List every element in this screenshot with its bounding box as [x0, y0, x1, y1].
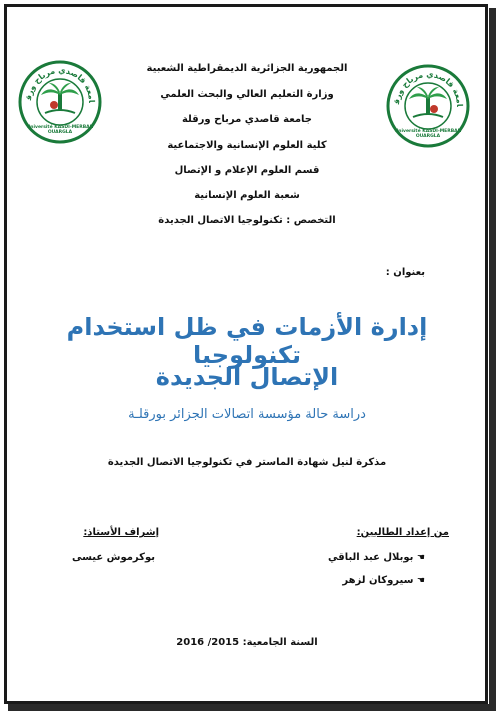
header-specialty: التخصص : تكنولوجيا الاتصال الجديدة: [158, 215, 336, 226]
page-shadow-bottom: [8, 704, 496, 711]
thesis-title-line1: إدارة الأزمات في ظل استخدام تكنولوجيا: [66, 313, 428, 369]
university-logo-right: [385, 63, 471, 149]
supervisor-label: إشراف الأستاذ:: [83, 527, 159, 538]
student-item: [342, 575, 425, 586]
logo-ring-text: امعة قاصدي مرباح ورق: [391, 69, 465, 107]
logo-latin-text: Université KASDI-MERBAH OUARGLA: [394, 129, 462, 139]
student-name: بوبلال عبد الباقي: [328, 552, 414, 563]
thesis-intro: بعنوان :: [385, 267, 425, 278]
page-shadow-right: [489, 8, 496, 711]
student-item: [328, 552, 425, 563]
document-page: [4, 4, 488, 704]
pointing-hand-icon: ☚: [416, 553, 425, 563]
header-republic: الجمهورية الجزائرية الديمقراطية الشعبية: [146, 63, 348, 74]
pointing-hand-icon: ☚: [416, 576, 425, 586]
header-ministry: وزارة التعليم العالي والبحث العلمي: [160, 89, 334, 100]
header-branch: شعبة العلوم الإنسانية: [194, 190, 300, 201]
thesis-degree: مذكرة لنيل شهادة الماستر في تكنولوجيا الاتصال الجديدة: [107, 457, 387, 468]
header-faculty: كلية العلوم الإنسانية والاجتماعية: [167, 140, 327, 151]
students-label: من إعداد الطالبين:: [356, 527, 449, 538]
student-name: سيروكان لزهر: [342, 575, 414, 586]
thesis-title-line2: الإتصال الجديدة: [155, 363, 339, 391]
logo-ring-text: امعة قاصدي مرباح ورق: [23, 65, 97, 103]
logo-latin-text: Université KASDI-MERBAH OUARGLA: [26, 125, 94, 135]
header-university: جامعة قاصدي مرباح ورقلة: [181, 114, 312, 125]
header-department: قسم العلوم الإعلام و الإتصال: [174, 165, 320, 176]
supervisor-name: بوكرموش عيسى: [71, 552, 155, 563]
thesis-subtitle: دراسة حالة مؤسسة اتصالات الجزائر بورقلـة: [128, 407, 366, 422]
academic-year: السنة الجامعية: 2015/ 2016: [176, 637, 318, 648]
